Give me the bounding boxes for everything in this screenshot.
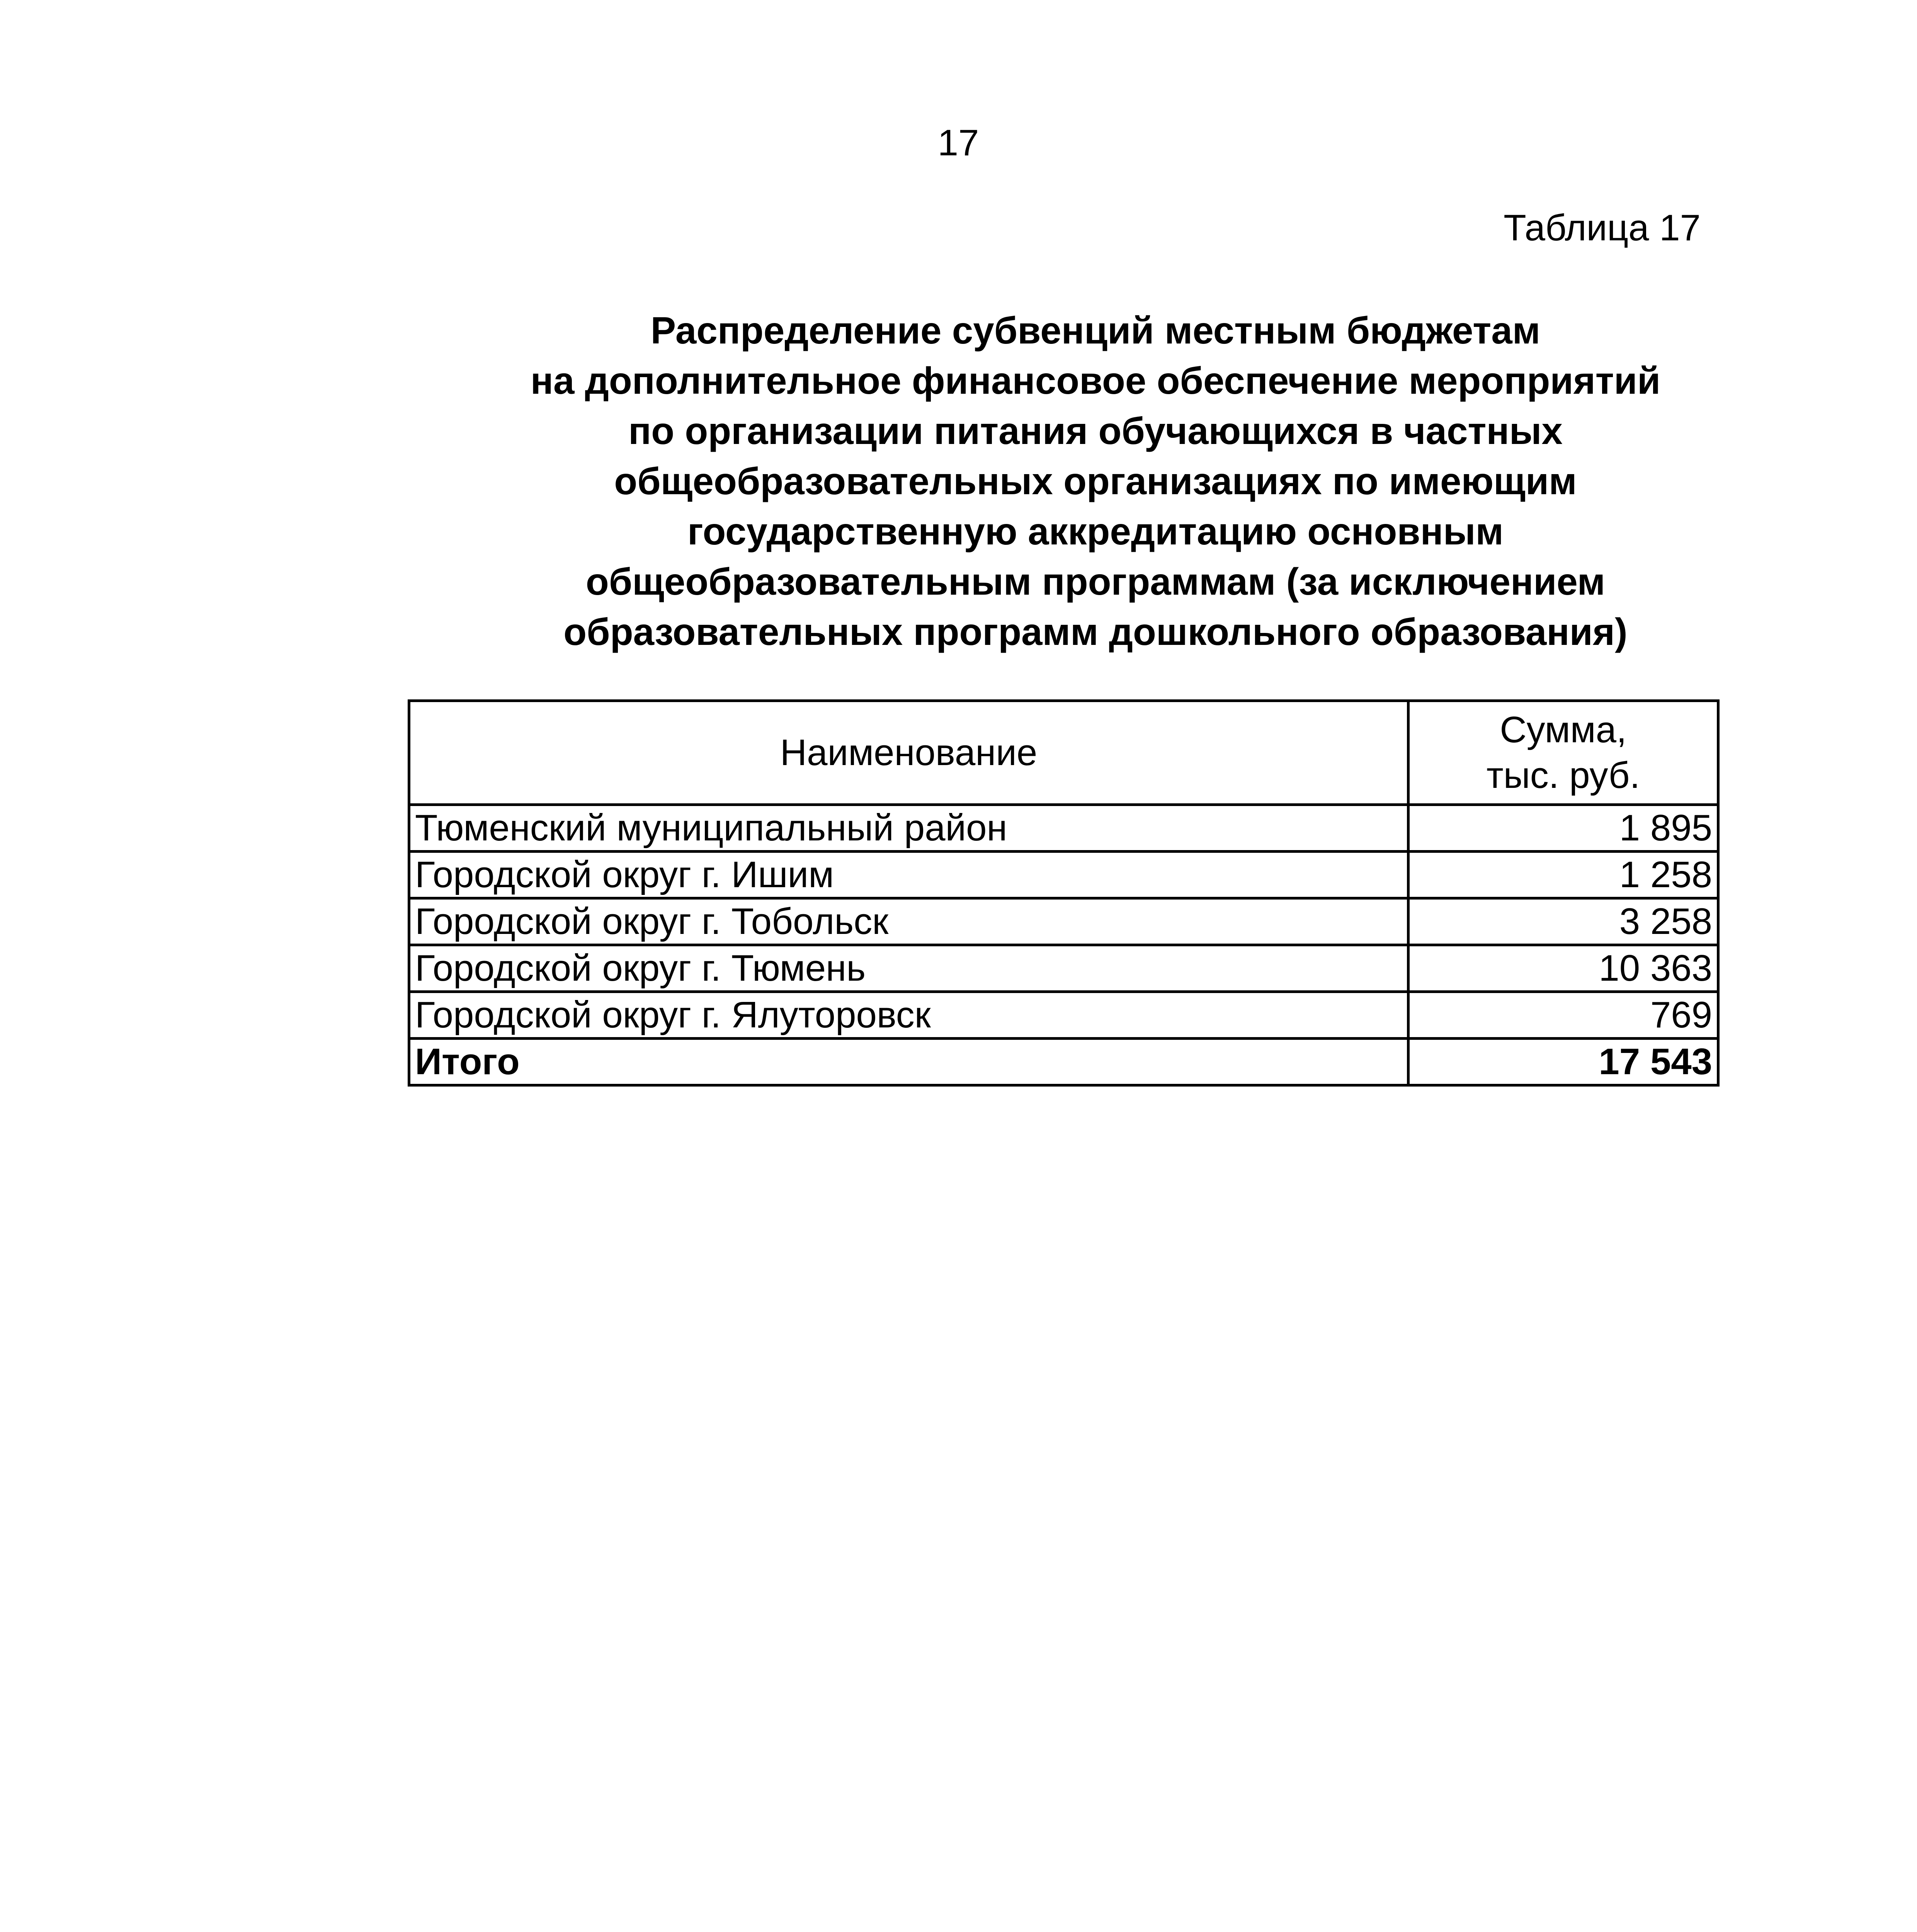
header-sum xyxy=(1408,701,1718,805)
title-line: государственную аккредитацию основным xyxy=(687,510,1504,553)
table-row xyxy=(409,945,1718,992)
title-line: общеобразовательных организациях по имеющим xyxy=(614,460,1577,502)
row-name: Городской округ г. Тюмень xyxy=(409,945,1408,992)
title-line: Распределение субвенций местным бюджетам xyxy=(650,309,1541,352)
table-label: Таблица 17 xyxy=(1504,207,1701,248)
title-line: образовательных программ дошкольного образования) xyxy=(563,611,1628,653)
total-sum: 17 543 xyxy=(1408,1039,1718,1085)
page-number: 17 xyxy=(937,122,979,163)
row-name: Городской округ г. Ялуторовск xyxy=(409,992,1408,1039)
table-row xyxy=(409,852,1718,898)
row-sum: 3 258 xyxy=(1408,898,1718,945)
table-row xyxy=(409,898,1718,945)
header-name: Наименование xyxy=(409,701,1408,805)
row-sum: 1 895 xyxy=(1408,805,1718,852)
title-line: общеобразовательным программам (за исключением xyxy=(585,560,1606,603)
header-sum-line: Сумма, xyxy=(1500,709,1627,750)
title-line: на дополнительное финансовое обеспечение мероприятий xyxy=(530,359,1661,402)
table-row xyxy=(409,805,1718,852)
subsidy-table xyxy=(408,699,1720,1087)
title-line: по организации питания обучающихся в частных xyxy=(628,410,1563,452)
table-total-row xyxy=(409,1039,1718,1085)
document-title xyxy=(410,305,1781,657)
table-header-row xyxy=(409,701,1718,805)
row-sum: 1 258 xyxy=(1408,852,1718,898)
table-row xyxy=(409,992,1718,1039)
row-name: Городской округ г. Ишим xyxy=(409,852,1408,898)
row-sum: 769 xyxy=(1408,992,1718,1039)
row-name: Тюменский муниципальный район xyxy=(409,805,1408,852)
header-sum-unit: тыс. руб. xyxy=(1486,755,1640,796)
row-sum: 10 363 xyxy=(1408,945,1718,992)
total-label: Итого xyxy=(409,1039,1408,1085)
row-name: Городской округ г. Тобольск xyxy=(409,898,1408,945)
